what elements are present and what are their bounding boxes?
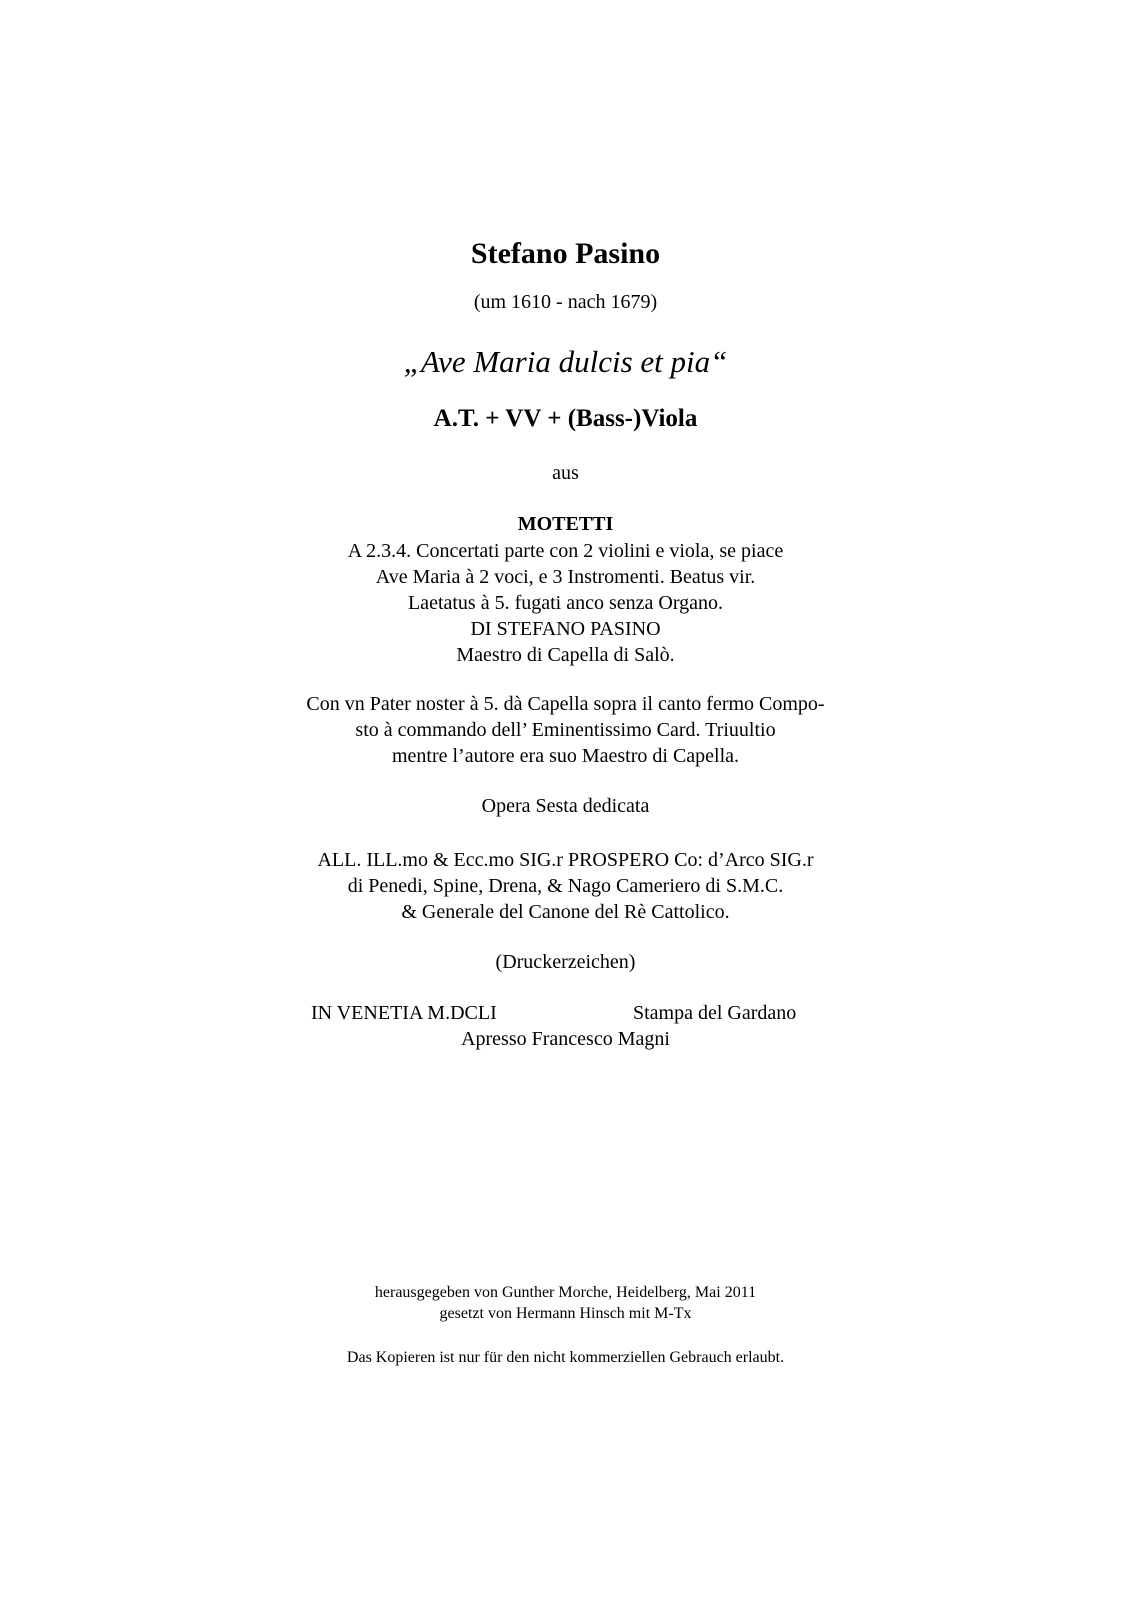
- dedication-block: [0, 847, 1131, 925]
- opera-line: Opera Sesta dedicata: [481, 795, 650, 817]
- source-line: A 2.3.4. Concertati parte con 2 violini e viola, se piace: [347, 540, 784, 562]
- printer-mark: (Druckerzeichen): [495, 951, 636, 973]
- source-title-block: [0, 538, 1131, 668]
- copyright-notice: Das Kopieren ist nur für den nicht kommerziellen Gebrauch erlaubt.: [346, 1349, 785, 1366]
- source-line: Ave Maria à 2 voci, e 3 Instromenti. Beatus vir.: [375, 566, 756, 588]
- pater-line: sto à commando dell’ Eminentissimo Card. Triuultio: [355, 719, 776, 741]
- typeset-credit: gesetzt von Hermann Hinsch mit M-Tx: [439, 1305, 692, 1322]
- source-line: DI STEFANO PASINO: [470, 618, 661, 640]
- pater-line: Con vn Pater noster à 5. dà Capella sopra il canto fermo Compo-: [306, 693, 825, 715]
- composer-dates: (um 1610 - nach 1679): [473, 291, 658, 313]
- aus-label: aus: [552, 462, 579, 484]
- scoring: A.T. + VV + (Bass-)Viola: [433, 405, 698, 432]
- imprint-publisher: Apresso Francesco Magni: [461, 1028, 670, 1050]
- dedication-line: & Generale del Canone del Rè Cattolico.: [401, 901, 730, 923]
- dedication-line: di Penedi, Spine, Drena, & Nago Cameriero di S.M.C.: [347, 875, 784, 897]
- source-line: Laetatus à 5. fugati anco senza Organo.: [407, 592, 724, 614]
- imprint-place-date: IN VENETIA M.DCLI: [311, 1002, 497, 1024]
- dedication-line: ALL. ILL.mo & Ecc.mo SIG.r PROSPERO Co: d’Arco SIG.r: [317, 849, 814, 871]
- composer-name: Stefano Pasino: [470, 237, 661, 270]
- work-title: „Ave Maria dulcis et pia“: [403, 344, 728, 379]
- pater-line: mentre l’autore era suo Maestro di Capella.: [391, 745, 740, 767]
- pater-noster-block: [0, 691, 1131, 769]
- imprint-printer: Stampa del Gardano: [633, 1002, 797, 1024]
- source-line: Maestro di Capella di Salò.: [456, 644, 675, 666]
- editor-credit: herausgegeben von Gunther Morche, Heidelberg, Mai 2011: [374, 1284, 757, 1301]
- source-heading: MOTETTI: [517, 513, 614, 535]
